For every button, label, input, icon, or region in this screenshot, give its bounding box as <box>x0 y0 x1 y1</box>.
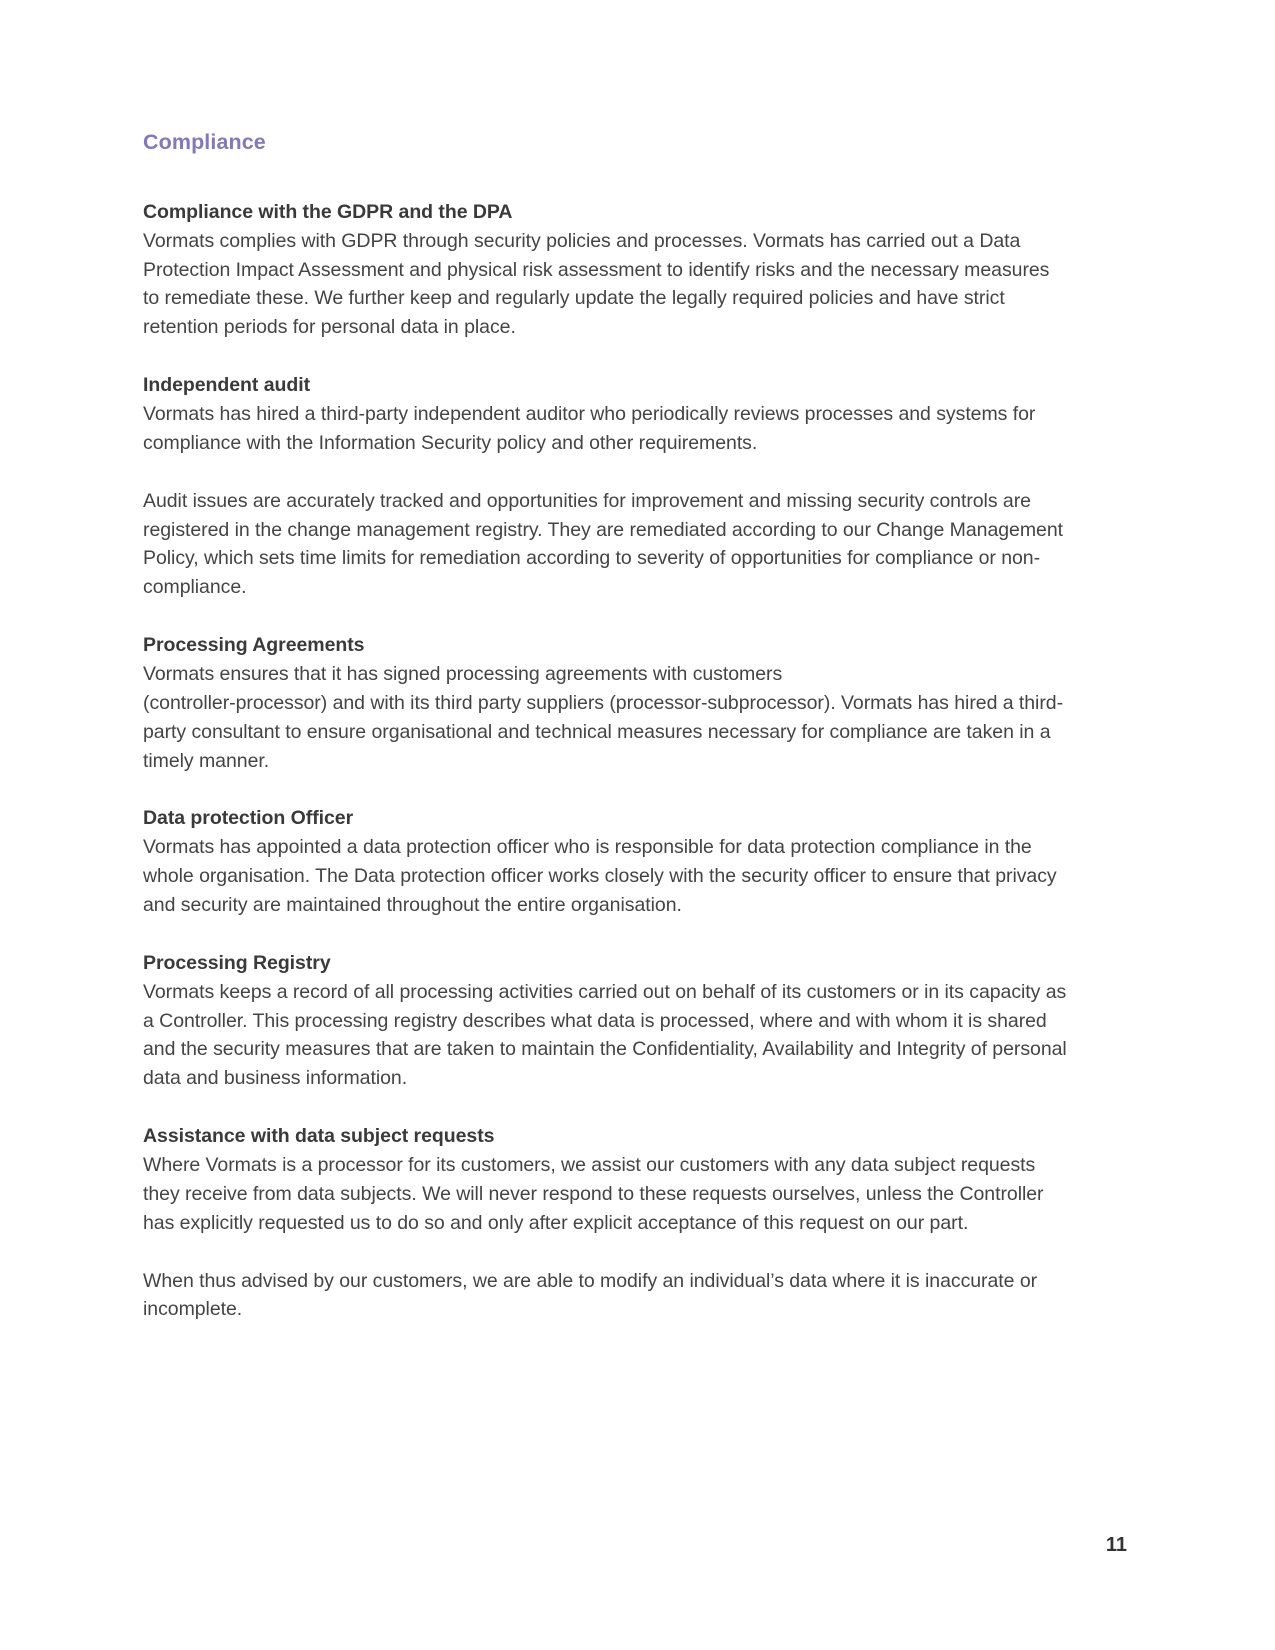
paragraph: Vormats complies with GDPR through security policies and processes. Vormats has carried out a Data Protection Impact Assessment and physical risk assessment to identify risks and the necessary measures to remediate these. We further keep and regularly update the legally required policies and have strict retention periods for personal data in place. <box>143 229 1050 339</box>
paragraph: Vormats ensures that it has signed processing agreements with customers <box>143 662 783 685</box>
subsection-heading: Compliance with the GDPR and the DPA <box>143 200 513 223</box>
subsection-heading: Assistance with data subject requests <box>143 1125 495 1148</box>
content-block <box>143 487 1068 602</box>
content-block <box>143 804 1068 919</box>
content-block <box>143 1267 1068 1325</box>
subsection-heading: Processing Agreements <box>143 634 365 657</box>
paragraph: When thus advised by our customers, we are able to modify an individual’s data where it is inaccurate or incomplete. <box>143 1269 1038 1321</box>
content-block <box>143 949 1068 1093</box>
paragraph: Vormats has hired a third-party independent auditor who periodically reviews processes and systems for compliance with the Information Security policy and other requirements. <box>143 402 1036 454</box>
content-block <box>143 198 1068 342</box>
page-number: 11 <box>1105 1534 1127 1556</box>
paragraph: (controller-processor) and with its third party suppliers (processor-subprocessor). Vormats has hired a third-party consultant to ensure organisational and technical measures necessary for compliance are taken in a timely manner. <box>143 691 1064 772</box>
subsection-heading: Data protection Officer <box>143 807 354 830</box>
paragraph: Where Vormats is a processor for its customers, we assist our customers with any data subject requests they receive from data subjects. We will never respond to these requests ourselves, unless the Controller has explicitly requested us to do so and only after explicit acceptance of this request on our part. <box>143 1154 1044 1234</box>
content-block <box>143 631 1068 775</box>
section-heading-compliance: Compliance <box>143 130 266 154</box>
subsection-heading: Independent audit <box>143 374 311 397</box>
document-body <box>143 130 1068 1324</box>
paragraph: Vormats has appointed a data protection officer who is responsible for data protection compliance in the whole organisation. The Data protection officer works closely with the security officer to ensure that privacy and security are maintained throughout the entire organisation. <box>143 836 1057 916</box>
paragraph: Vormats keeps a record of all processing activities carried out on behalf of its customers or in its capacity as a Controller. This processing registry describes what data is processed, where and with whom it is shared and the security measures that are taken to maintain the Confidentiality, Availability and Integrity of personal data and business information. <box>143 980 1067 1090</box>
content-block <box>143 371 1068 458</box>
content-block <box>143 1122 1068 1237</box>
paragraph: Audit issues are accurately tracked and opportunities for improvement and missing security controls are registered in the change management registry. They are remediated according to our Change Management Policy, which sets time limits for remediation according to severity of opportunities for compliance or non-compliance. <box>143 489 1063 599</box>
subsection-heading: Processing Registry <box>143 951 331 974</box>
